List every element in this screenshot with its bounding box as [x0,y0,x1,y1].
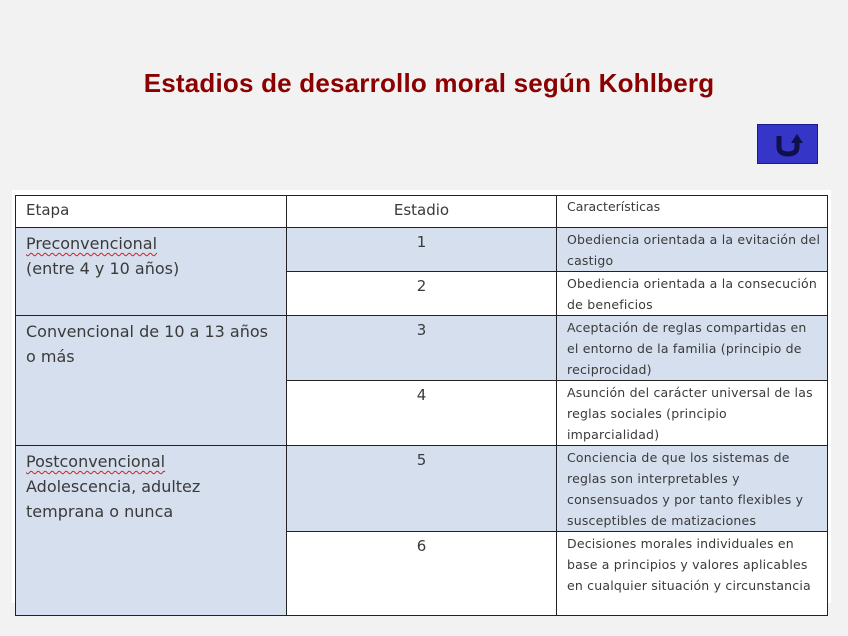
kohlberg-stages-table [15,195,828,616]
table-header-row [16,196,828,228]
stage-name: Postconvencional [26,452,166,471]
estadio-number: 4 [287,381,557,446]
estadio-number: 6 [287,532,557,616]
table-row [16,446,828,532]
estadio-number: 2 [287,272,557,316]
estadio-description: Asunción del carácter universal de las reglas sociales (principio imparcialidad) [557,381,828,446]
estadio-number: 5 [287,446,557,532]
estadio-number: 1 [287,228,557,272]
estadio-description: Conciencia de que los sistemas de reglas son interpretables y consensuados y por tanto flexibles y susceptibles de matizaciones [557,446,828,532]
table-row [16,228,828,272]
table-row [16,316,828,381]
slide-title: Estadios de desarrollo moral según Kohlberg [143,68,715,98]
estadio-description: Decisiones morales individuales en base a principios y valores aplicables en cualquier situación y circunstancia [557,532,828,616]
stage-detail: (entre 4 y 10 años) [26,259,180,278]
estadio-number: 3 [287,316,557,381]
back-button[interactable] [757,124,818,164]
stage-name: Preconvencional [26,234,158,253]
kohlberg-table-panel [12,190,831,603]
header-estadio: Estadio [287,196,557,228]
stage-cell-postconvencional [16,446,287,616]
stage-name: Convencional de 10 a 13 años o más [26,322,268,366]
header-caracteristicas: Características [557,196,828,228]
header-etapa: Etapa [16,196,287,228]
stage-cell-convencional [16,316,287,446]
estadio-description: Aceptación de reglas compartidas en el entorno de la familia (principio de reciprocidad) [557,316,828,381]
u-turn-arrow-icon [771,129,805,159]
stage-cell-preconvencional [16,228,287,316]
stage-detail: Adolescencia, adultez temprana o nunca [26,477,201,521]
estadio-description: Obediencia orientada a la consecución de beneficios [557,272,828,316]
estadio-description: Obediencia orientada a la evitación del castigo [557,228,828,272]
